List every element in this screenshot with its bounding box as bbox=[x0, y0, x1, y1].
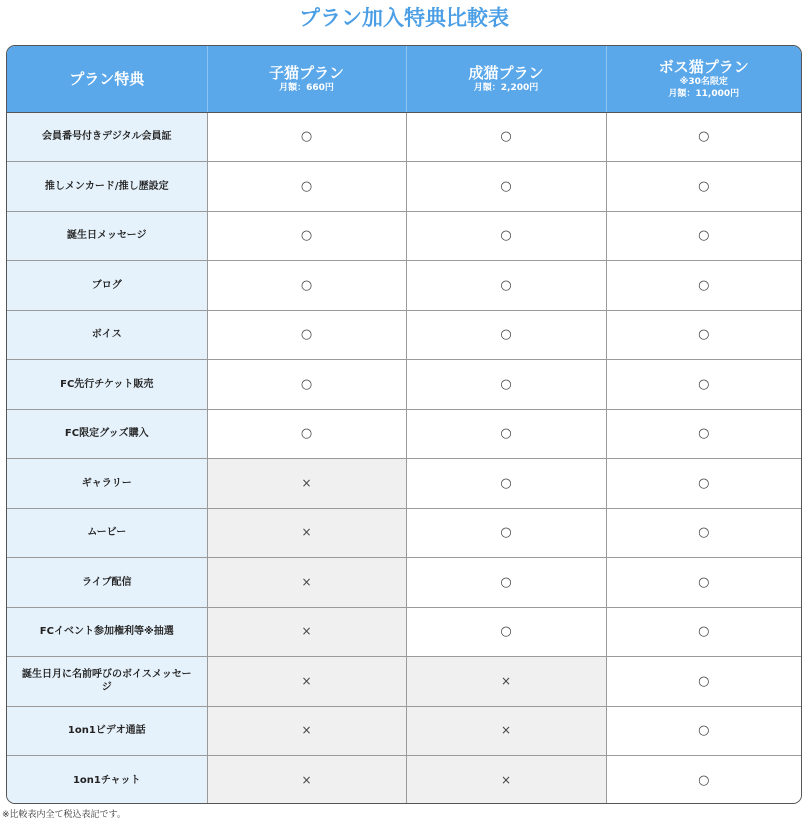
plan-name: 成猫プラン bbox=[468, 63, 544, 82]
included-mark: ○ bbox=[606, 459, 801, 509]
included-mark: ○ bbox=[207, 310, 406, 360]
header-row bbox=[7, 46, 801, 112]
included-mark: ○ bbox=[606, 756, 801, 805]
not-included-mark: × bbox=[207, 657, 406, 707]
table-row bbox=[7, 409, 801, 459]
included-mark: ○ bbox=[606, 162, 801, 212]
table-row bbox=[7, 558, 801, 608]
feature-label: 1on1チャット bbox=[7, 756, 207, 805]
table-row bbox=[7, 112, 801, 162]
feature-label: ボイス bbox=[7, 310, 207, 360]
plan-name: 子猫プラン bbox=[268, 63, 344, 82]
plan-header-adult-cat bbox=[406, 46, 606, 112]
included-mark: ○ bbox=[606, 508, 801, 558]
included-mark: ○ bbox=[606, 360, 801, 410]
not-included-mark: × bbox=[207, 558, 406, 608]
included-mark: ○ bbox=[406, 112, 606, 162]
included-mark: ○ bbox=[406, 162, 606, 212]
included-mark: ○ bbox=[207, 211, 406, 261]
included-mark: ○ bbox=[207, 409, 406, 459]
plan-price: 月額：2,200円 bbox=[473, 82, 539, 93]
included-mark: ○ bbox=[606, 310, 801, 360]
table-row bbox=[7, 162, 801, 212]
included-mark: ○ bbox=[606, 706, 801, 756]
feature-label: FC先行チケット販売 bbox=[7, 360, 207, 410]
feature-label: FC限定グッズ購入 bbox=[7, 409, 207, 459]
included-mark: ○ bbox=[406, 459, 606, 509]
included-mark: ○ bbox=[207, 112, 406, 162]
included-mark: ○ bbox=[406, 261, 606, 311]
included-mark: ○ bbox=[606, 409, 801, 459]
table-row bbox=[7, 657, 801, 707]
table-row bbox=[7, 607, 801, 657]
included-mark: ○ bbox=[406, 558, 606, 608]
not-included-mark: × bbox=[207, 607, 406, 657]
plan-comparison-table bbox=[7, 46, 801, 804]
plan-note: ※30名限定 bbox=[679, 76, 728, 87]
table-body bbox=[7, 112, 801, 804]
table-row bbox=[7, 261, 801, 311]
not-included-mark: × bbox=[406, 756, 606, 805]
not-included-mark: × bbox=[207, 756, 406, 805]
included-mark: ○ bbox=[406, 211, 606, 261]
feature-label: ムービー bbox=[7, 508, 207, 558]
table-row bbox=[7, 508, 801, 558]
feature-label: 会員番号付きデジタル会員証 bbox=[7, 112, 207, 162]
included-mark: ○ bbox=[406, 508, 606, 558]
included-mark: ○ bbox=[406, 310, 606, 360]
not-included-mark: × bbox=[207, 706, 406, 756]
included-mark: ○ bbox=[606, 607, 801, 657]
included-mark: ○ bbox=[606, 112, 801, 162]
included-mark: ○ bbox=[207, 162, 406, 212]
not-included-mark: × bbox=[406, 706, 606, 756]
feature-label: ブログ bbox=[7, 261, 207, 311]
plan-price: 月額：11,000円 bbox=[668, 88, 740, 99]
included-mark: ○ bbox=[207, 261, 406, 311]
plan-header-boss-cat bbox=[606, 46, 801, 112]
feature-label: ライブ配信 bbox=[7, 558, 207, 608]
plan-name: ボス猫プラン bbox=[658, 57, 749, 76]
not-included-mark: × bbox=[207, 508, 406, 558]
footnote: ※比較表内全て税込表記です。 bbox=[2, 810, 126, 820]
table-row bbox=[7, 706, 801, 756]
included-mark: ○ bbox=[406, 360, 606, 410]
feature-label: ギャラリー bbox=[7, 459, 207, 509]
plan-header-kitten bbox=[207, 46, 406, 112]
included-mark: ○ bbox=[606, 657, 801, 707]
table-row bbox=[7, 360, 801, 410]
comparison-table-container bbox=[6, 45, 802, 804]
table-row bbox=[7, 211, 801, 261]
feature-label: 1on1ビデオ通話 bbox=[7, 706, 207, 756]
feature-label: 誕生日メッセージ bbox=[7, 211, 207, 261]
included-mark: ○ bbox=[606, 558, 801, 608]
page-title: プラン加入特典比較表 bbox=[299, 6, 509, 30]
plan-price: 月額：660円 bbox=[279, 82, 334, 93]
included-mark: ○ bbox=[207, 360, 406, 410]
included-mark: ○ bbox=[406, 607, 606, 657]
table-row bbox=[7, 310, 801, 360]
table-row bbox=[7, 756, 801, 805]
included-mark: ○ bbox=[406, 409, 606, 459]
included-mark: ○ bbox=[606, 261, 801, 311]
not-included-mark: × bbox=[207, 459, 406, 509]
feature-label: 推しメンカード/推し歴設定 bbox=[7, 162, 207, 212]
feature-column-header: プラン特典 bbox=[7, 46, 207, 112]
included-mark: ○ bbox=[606, 211, 801, 261]
not-included-mark: × bbox=[406, 657, 606, 707]
feature-label: 誕生日月に名前呼びのボイスメッセージ bbox=[7, 657, 207, 707]
table-row bbox=[7, 459, 801, 509]
feature-label: FCイベント参加権利等※抽選 bbox=[7, 607, 207, 657]
